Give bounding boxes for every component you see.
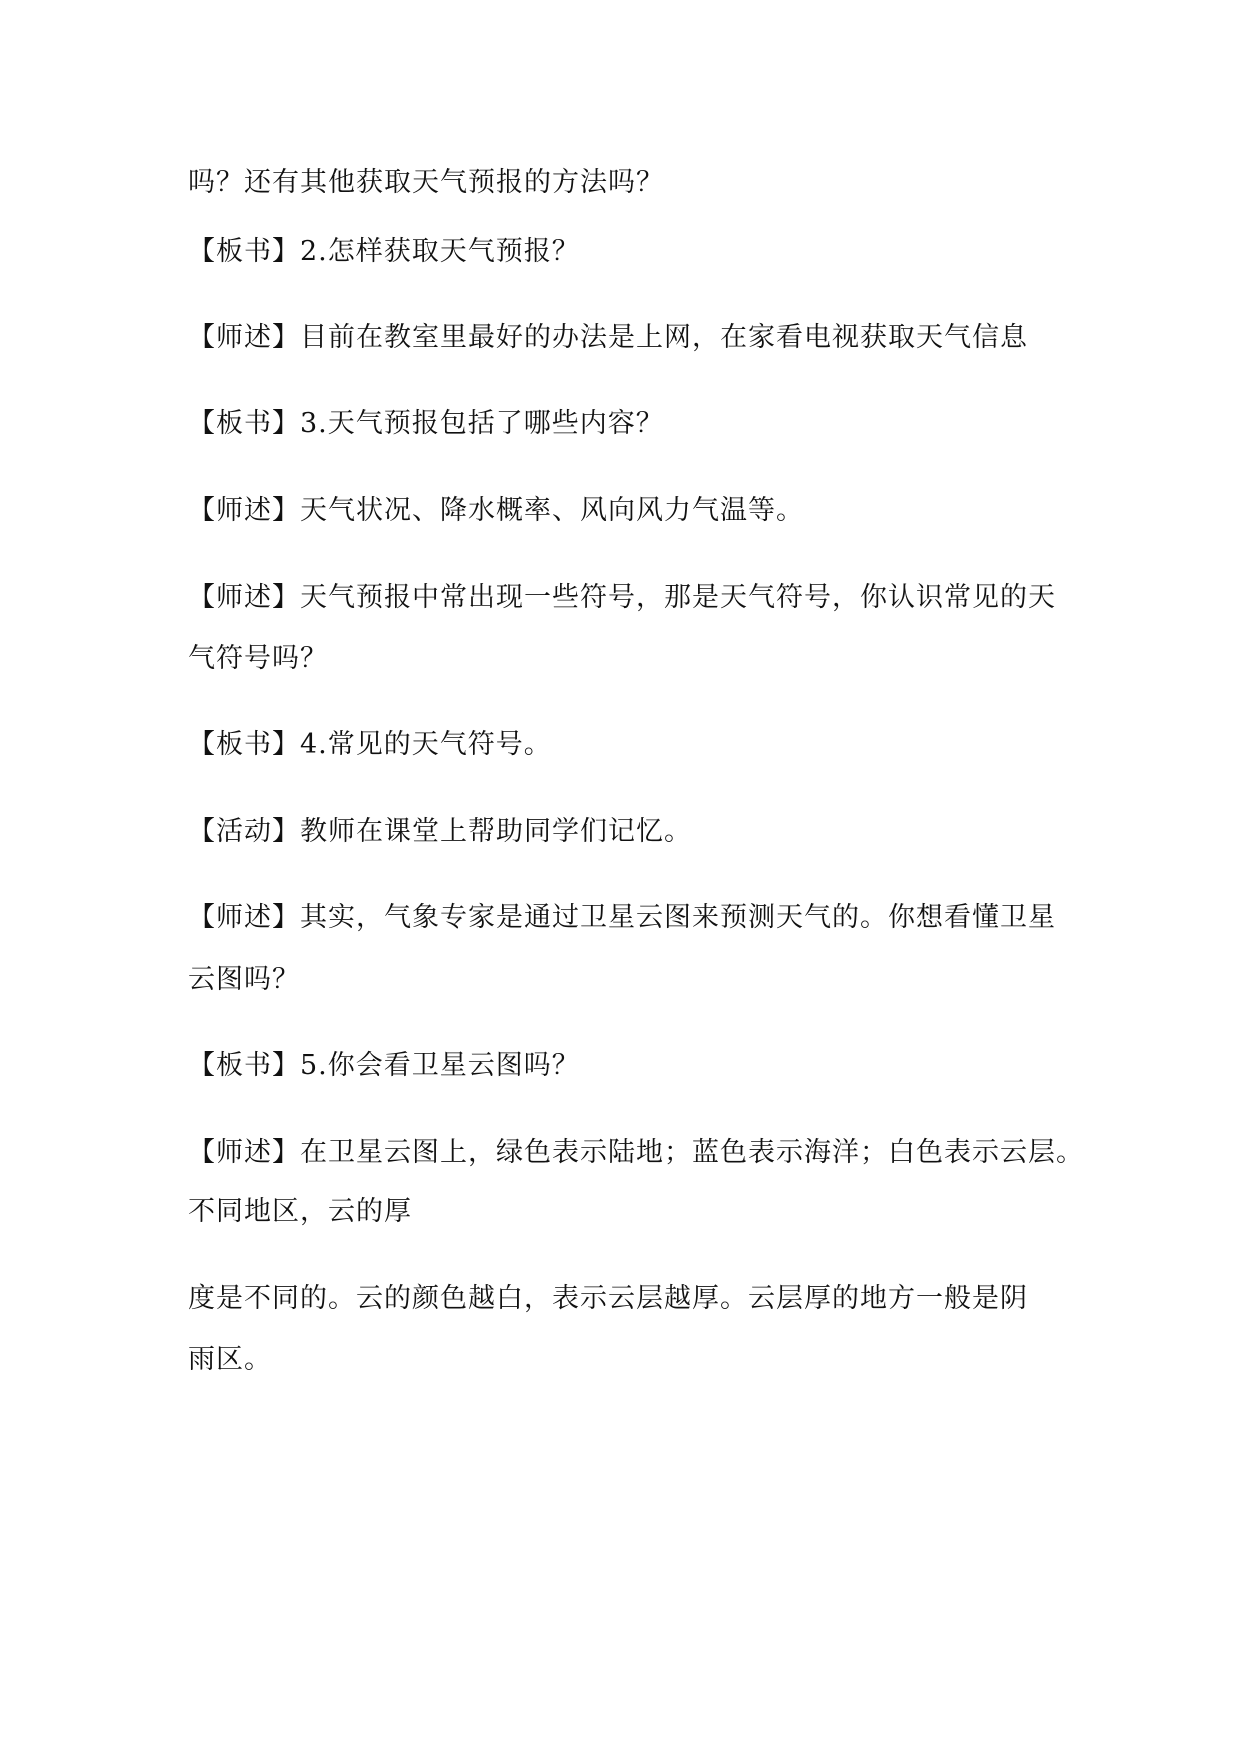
- text-line-7: 气符号吗？: [188, 643, 328, 674]
- text-line-6: 【师述】天气预报中常出现一些符号，那是天气符号，你认识常见的天: [188, 582, 1056, 613]
- text-line-9: 【活动】教师在课堂上帮助同学们记忆。: [188, 816, 692, 847]
- text-line-4: 【板书】3.天气预报包括了哪些内容？: [188, 408, 664, 439]
- text-line-5: 【师述】天气状况、降水概率、风向风力气温等。: [188, 495, 804, 526]
- text-line-2: 【板书】2.怎样获取天气预报？: [188, 236, 580, 267]
- text-line-1: 吗？还有其他获取天气预报的方法吗？: [188, 167, 664, 198]
- text-line-8: 【板书】4.常见的天气符号。: [188, 729, 552, 760]
- text-line-13: 【师述】在卫星云图上，绿色表示陆地；蓝色表示海洋；白色表示云层。: [188, 1137, 1084, 1168]
- text-line-10: 【师述】其实，气象专家是通过卫星云图来预测天气的。你想看懂卫星: [188, 902, 1056, 933]
- text-line-11: 云图吗？: [188, 964, 300, 995]
- text-line-3: 【师述】目前在教室里最好的办法是上网，在家看电视获取天气信息: [188, 322, 1028, 353]
- text-line-16: 雨区。: [188, 1344, 272, 1375]
- text-line-12: 【板书】5.你会看卫星云图吗？: [188, 1050, 580, 1081]
- text-line-15: 度是不同的。云的颜色越白，表示云层越厚。云层厚的地方一般是阴: [188, 1283, 1028, 1314]
- text-line-14: 不同地区，云的厚: [188, 1196, 412, 1227]
